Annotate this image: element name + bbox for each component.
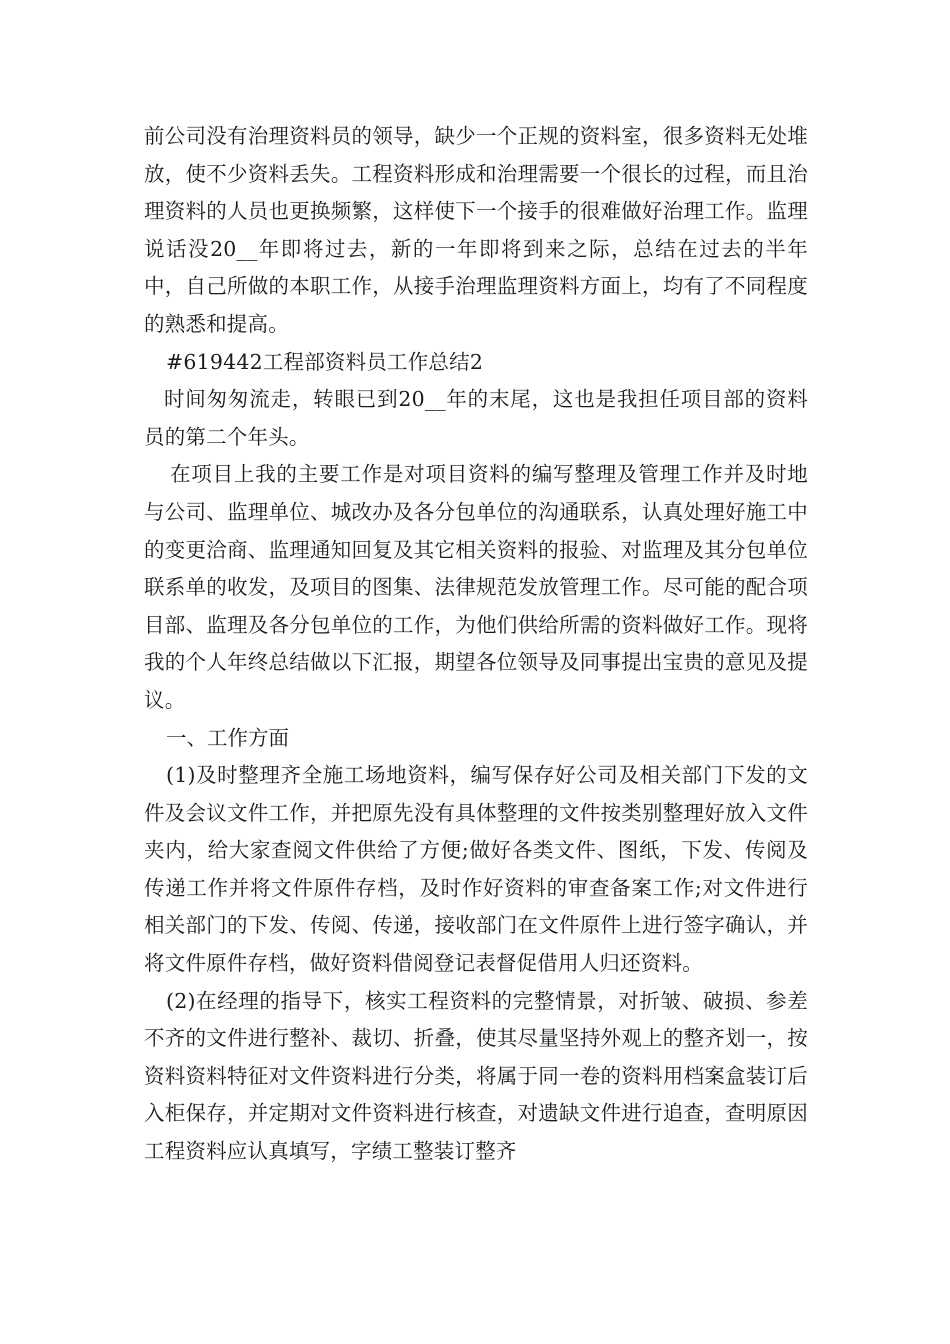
paragraph-3: 在项目上我的主要工作是对项目资料的编写整理及管理工作并及时地与公司、监理单位、城改办及各分包单位的沟通联系，认真处理好施工中的变更洽商、监理通知回复及其它相关资料的报验、对监理及其分包单位联系单的收发，及项目的图集、法律规范发放管理工作。尽可能的配合项目部、监理及各分包单位的工作，为他们供给所需的资料做好工作。现将我的个人年终总结做以下汇报，期望各位领导及同事提出宝贵的意见及提议。 (144, 462, 808, 712)
paragraph-4: (1)及时整理齐全施工场地资料，编写保存好公司及相关部门下发的文件及会议文件工作，并把原先没有具体整理的文件按类别整理好放入文件夹内，给大家查阅文件供给了方便;做好各类文件、图纸，下发、传阅及传递工作并将文件原件存档，及时作好资料的审查备案工作;对文件进行相关部门的下发、传阅、传递，接收部门在文件原件上进行签字确认，并将文件原件存档，做好资料借阅登记表督促借用人归还资料。 (144, 763, 808, 976)
paragraph-2: 时间匆匆流走，转眼已到20__年的末尾，这也是我担任项目部的资料员的第二个年头。 (144, 387, 808, 449)
heading-work-aspects: 一、工作方面 (166, 725, 289, 750)
document-body (144, 118, 808, 1171)
paragraph-1: 前公司没有治理资料员的领导，缺少一个正规的资料室，很多资料无处堆放，使不少资料丢失。工程资料形成和治理需要一个很长的过程，而且治理资料的人员也更换频繁，这样使下一个接手的很难做好治理工作。监理说话没20__年即将过去，新的一年即将到来之际，总结在过去的半年中，自己所做的本职工作，从接手治理监理资料方面上，均有了不同程度的熟悉和提高。 (144, 124, 808, 336)
section-title: #619442工程部资料员工作总结2 (166, 349, 484, 374)
paragraph-5: (2)在经理的指导下，核实工程资料的完整情景，对折皱、破损、参差不齐的文件进行整补、裁切、折叠，使其尽量坚持外观上的整齐划一，按资料资料特征对文件资料进行分类，将属于同一卷的资料用档案盒装订后入柜保存，并定期对文件资料进行核查，对遗缺文件进行追查，查明原因工程资料应认真填写，字绩工整装订整齐 (144, 988, 808, 1164)
